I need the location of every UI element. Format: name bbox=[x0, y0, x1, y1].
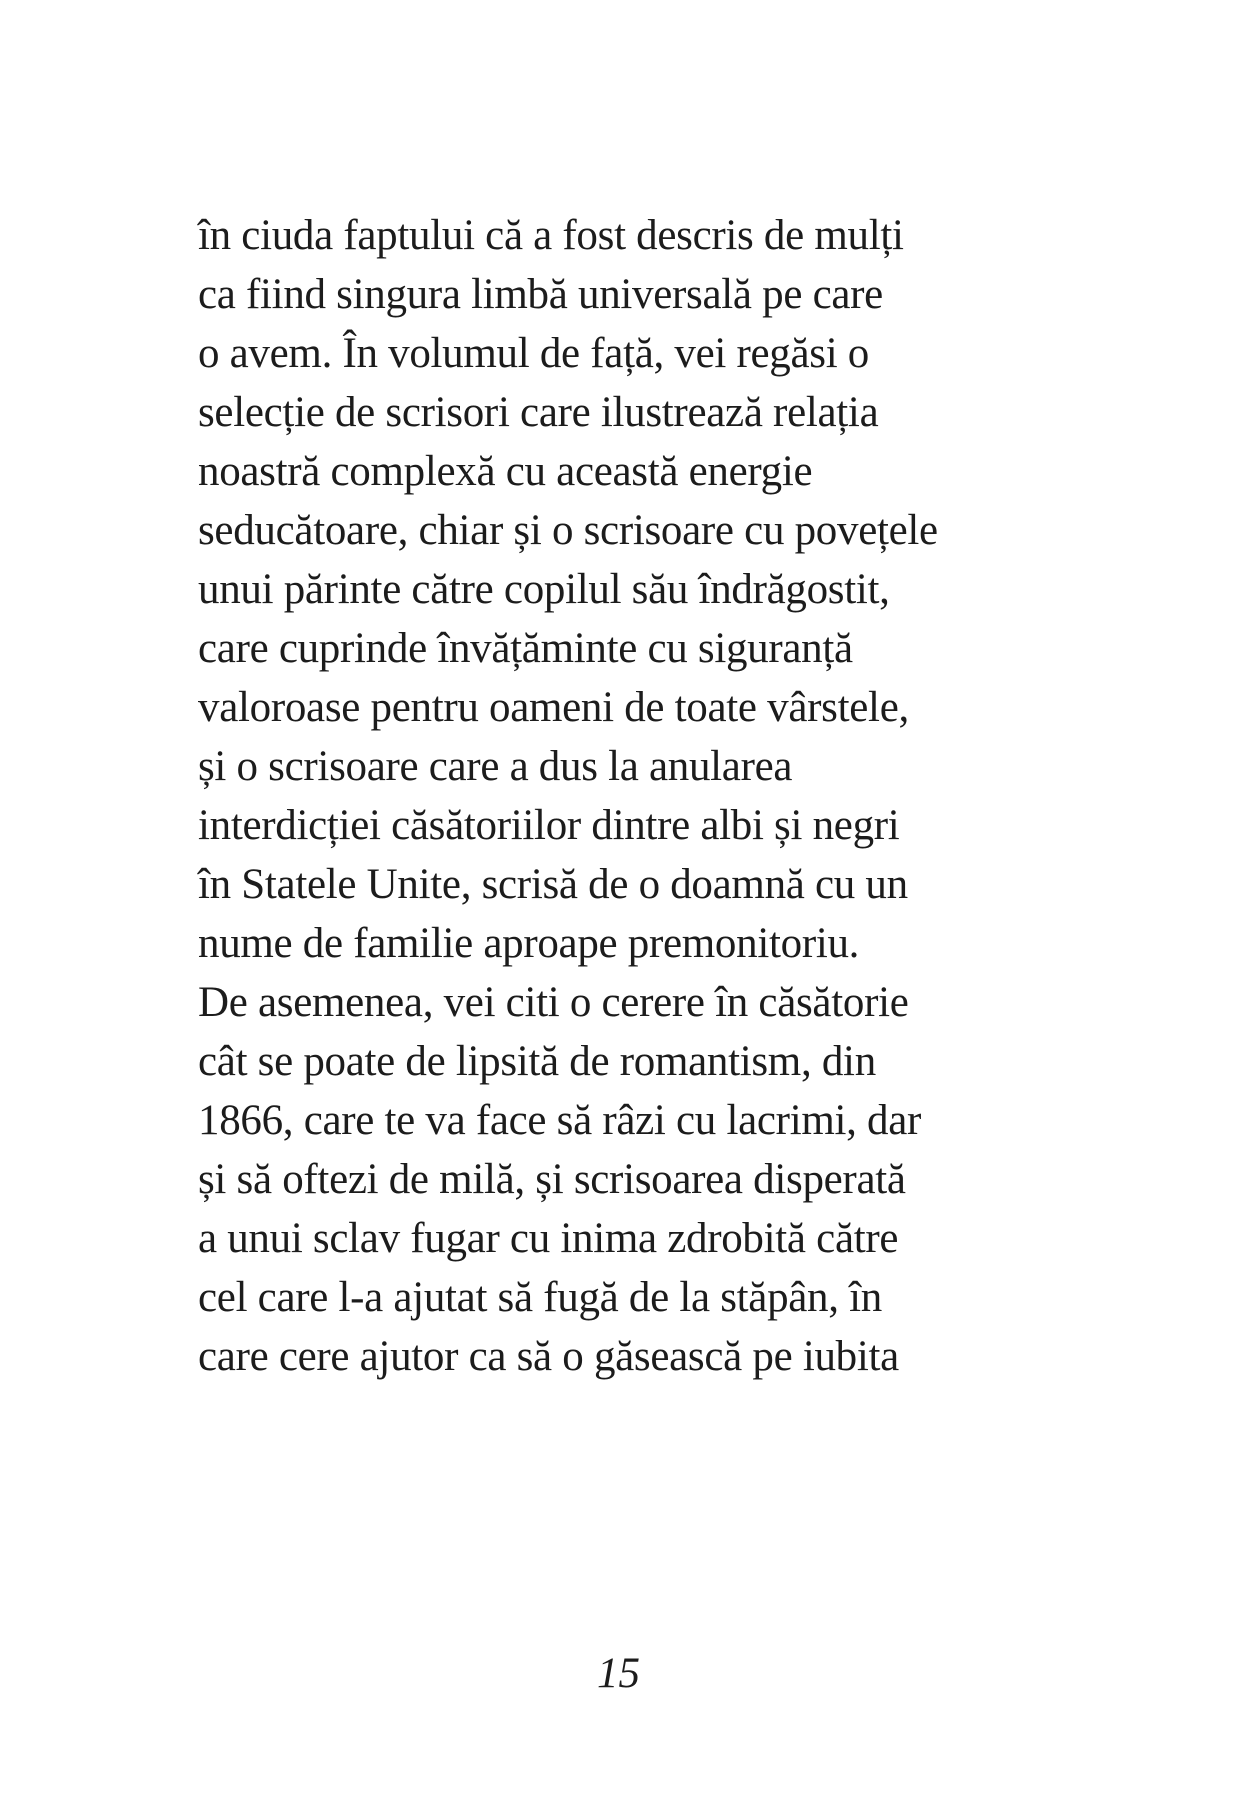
text-line: o avem. În volumul de față, vei regăsi o bbox=[198, 330, 870, 377]
text-line: în Statele Unite, scrisă de o doamnă cu un bbox=[198, 861, 908, 908]
text-line: unui părinte către copilul său îndrăgostit, bbox=[198, 566, 890, 613]
text-line: și să oftezi de milă, și scrisoarea disperată bbox=[198, 1156, 906, 1203]
text-line: a unui sclav fugar cu inima zdrobită către bbox=[198, 1215, 899, 1262]
text-line: interdicției căsătoriilor dintre albi și negri bbox=[198, 802, 900, 849]
text-line: De asemenea, vei citi o cerere în căsătorie bbox=[198, 979, 909, 1026]
text-line: nume de familie aproape premonitoriu. bbox=[198, 920, 860, 967]
text-line: cât se poate de lipsită de romantism, din bbox=[198, 1038, 876, 1085]
text-line: 1866, care te va face să râzi cu lacrimi, dar bbox=[198, 1097, 922, 1144]
text-line: valoroase pentru oameni de toate vârstele, bbox=[198, 684, 909, 731]
page-number: 15 bbox=[597, 1650, 640, 1697]
text-line: selecție de scrisori care ilustrează relația bbox=[198, 389, 879, 436]
text-line: ca fiind singura limbă universală pe care bbox=[198, 271, 883, 318]
paragraph bbox=[198, 206, 1058, 1386]
text-line: care cere ajutor ca să o găsească pe iubita bbox=[198, 1333, 899, 1380]
text-line: cel care l-a ajutat să fugă de la stăpân, în bbox=[198, 1274, 882, 1321]
text-line: care cuprinde învățăminte cu siguranță bbox=[198, 625, 853, 672]
text-line: noastră complexă cu această energie bbox=[198, 448, 813, 495]
text-line: în ciuda faptului că a fost descris de mulți bbox=[198, 212, 904, 259]
text-line: seducătoare, chiar și o scrisoare cu povețele bbox=[198, 507, 938, 554]
text-line: și o scrisoare care a dus la anularea bbox=[198, 743, 793, 790]
